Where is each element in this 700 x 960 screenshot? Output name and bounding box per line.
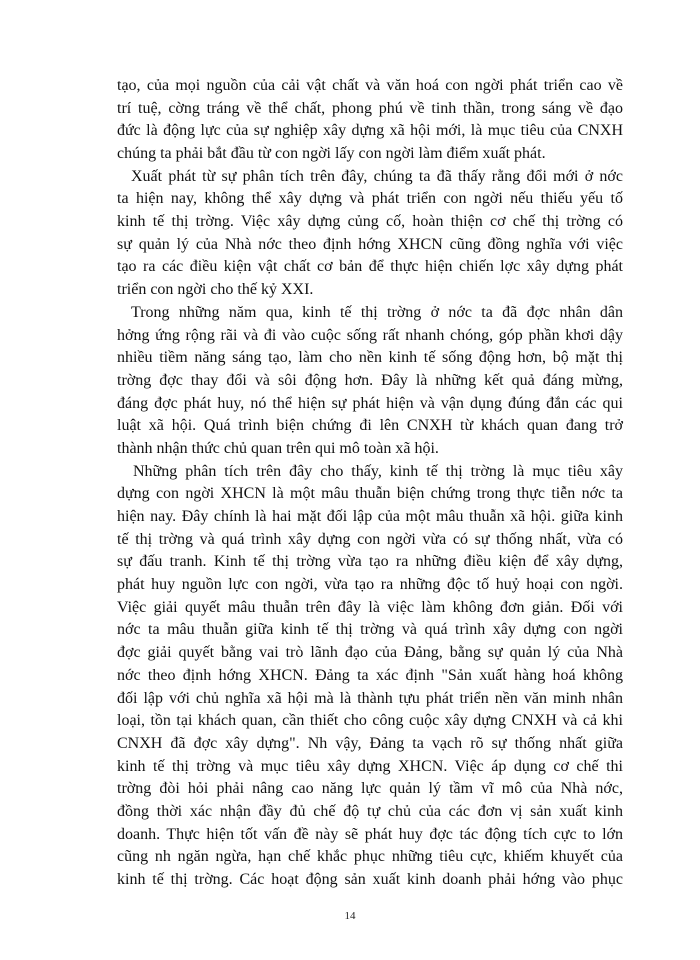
- text-line: sự đấu tranh. Kinh tế thị trờng vừa tạo ra những điều kiện để xây dựng,: [117, 553, 623, 570]
- text-line: chúng ta phải bắt đầu từ con ngời lấy con ngời làm điểm xuất phát.: [117, 145, 546, 162]
- text-line: doanh. Thực hiện tốt vấn đề này sẽ phát huy đợc tác động tích cực to lớn: [117, 826, 623, 843]
- text-line: tạo, của mọi nguồn của cải vật chất và văn hoá con ngời phát triển cao về: [117, 77, 623, 94]
- text-line: tạo ra các điều kiện vật chất cơ bản để thực hiện chiến lợc xây dựng phát: [117, 258, 623, 275]
- text-line: dựng con ngời XHCN là một mâu thuẫn biện chứng trong thực tiễn nớc ta: [117, 485, 623, 502]
- text-line: đợc giải quyết bằng vai trò lãnh đạo của Đảng, bằng sự quản lý của Nhà: [117, 644, 623, 661]
- text-line: thành nhận thức chủ quan trên qui mô toàn xã hội.: [117, 440, 439, 457]
- text-line: kinh tế thị trờng. Việc xây dựng củng cố, hoàn thiện cơ chế thị trờng có: [117, 213, 623, 230]
- text-line: nớc theo định hớng XHCN. Đảng ta xác định "Sản xuất hàng hoá không: [117, 667, 623, 684]
- text-line: đồng thời xác nhận đầy đủ chế độ tự chủ của các đơn vị sản xuất kinh: [117, 803, 623, 820]
- page-number: 14: [344, 910, 356, 922]
- text-line: trờng đợc thay đổi và sôi động hơn. Đây là những kết quả đáng mừng,: [117, 372, 623, 389]
- text-line: đáng đợc phát huy, nó thể hiện sự phát hiện và vận dụng đúng đắn các qui: [117, 395, 623, 412]
- text-line: nhiều tiềm năng sáng tạo, làm cho nền kinh tế sống động hơn, bộ mặt thị: [117, 349, 623, 366]
- text-line: kinh tế thị trờng. Các hoạt động sản xuất kinh doanh phải hớng vào phục: [117, 871, 623, 888]
- text-line: sự quản lý của Nhà nớc theo định hớng XHCN cũng đồng nghĩa với việc: [117, 236, 623, 253]
- text-line: tế thị trờng và quá trình xây dựng con ngời vừa có sự thống nhất, vừa có: [117, 531, 623, 548]
- text-line: Việc giải quyết mâu thuẫn trên đây là việc làm không đơn giản. Đối với: [117, 599, 623, 616]
- text-line: loại, tồn tại khách quan, cần thiết cho công cuộc xây dựng CNXH và cả khi: [117, 712, 623, 729]
- text-line: trí tuệ, cờng tráng về thể chất, phong phú về tinh thần, trong sáng về đạo: [117, 100, 623, 117]
- paragraph-first-line: Những phân tích trên đây cho thấy, kinh tế thị trờng là mục tiêu xây: [133, 463, 623, 480]
- text-line: triển con ngời cho thế kỷ XXI.: [117, 281, 314, 298]
- text-line: hiện nay. Đây chính là hai mặt đối lập của một mâu thuẫn xã hội. giữa kinh: [117, 508, 623, 525]
- text-line: kinh tế thị trờng và mục tiêu xây dựng XHCN. Việc áp dụng cơ chế thi: [117, 758, 623, 775]
- text-line: đức là động lực của sự nghiệp xây dựng xã hội mới, là mục tiêu của CNXH: [117, 122, 623, 139]
- text-line: đối lập với chủ nghĩa xã hội mà là thành tựu phát triển nền văn minh nhân: [117, 690, 623, 707]
- text-line: ta hiện nay, không thể xây dựng và phát triển con ngời nếu thiếu yếu tố: [117, 190, 623, 207]
- text-line: phát huy nguồn lực con ngời, vừa tạo ra những độc tố huỷ hoại con ngời.: [117, 576, 623, 593]
- text-line: hởng ứng rộng rãi và đi vào cuộc sống rất nhanh chóng, góp phần khơi dậy: [117, 327, 623, 344]
- paragraph-first-line: Trong những năm qua, kinh tế thị trờng ở nớc ta đã đợc nhân dân: [131, 304, 623, 321]
- text-line: CNXH đã đợc xây dựng". Nh vậy, Đảng ta vạch rõ sự thống nhất giữa: [117, 735, 623, 752]
- text-line: nớc ta mâu thuẫn giữa kinh tế thị trờng và quá trình xây dựng con ngời: [117, 621, 623, 638]
- text-line: trờng đòi hỏi phải nâng cao năng lực quản lý tầm vĩ mô của Nhà nớc,: [117, 780, 623, 797]
- text-line: luật xã hội. Quá trình biện chứng đi lên CNXH từ khách quan đang trở: [117, 417, 623, 434]
- text-line: cũng nh ngăn ngừa, hạn chế khắc phục những tiêu cực, khiếm khuyết của: [117, 848, 623, 865]
- paragraph-first-line: Xuất phát từ sự phân tích trên đây, chúng ta đã thấy rằng đổi mới ở nớc: [131, 168, 623, 185]
